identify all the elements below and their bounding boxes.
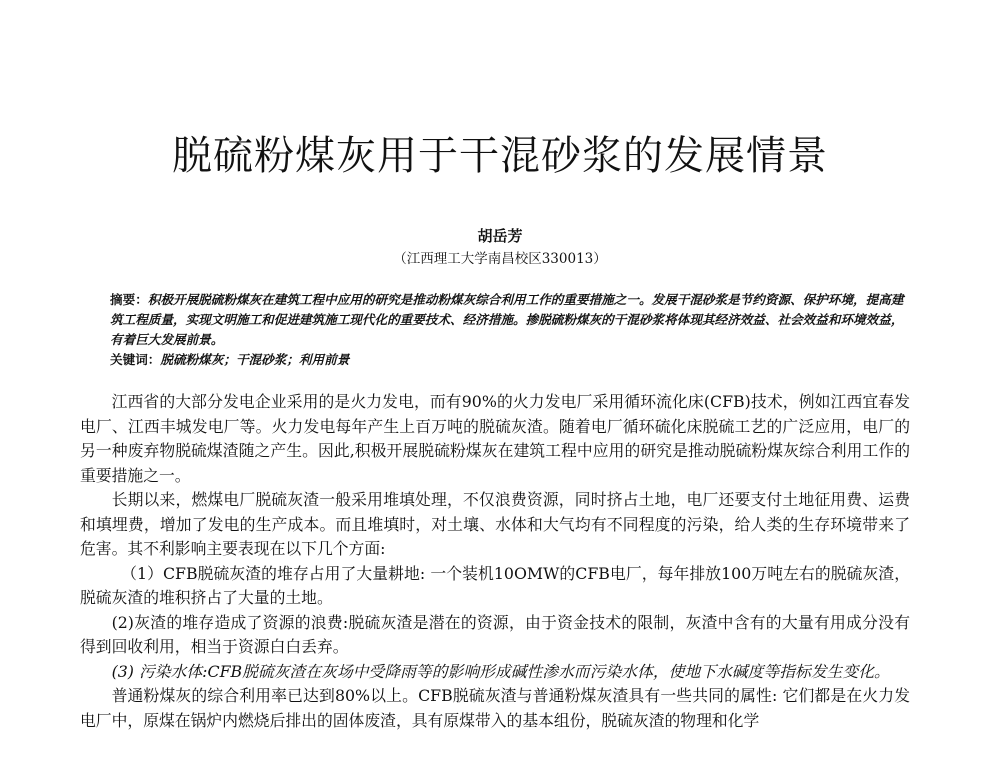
abstract-text: 积极开展脱硫粉煤灰在建筑工程中应用的研究是推动粉煤灰综合利用工作的重要措施之一。发展干混砂浆是节约资源、保护环境，提高建筑工程质量，实现文明施工和促进建筑施工现代化的重要技术、经济措施。掺脱硫粉煤灰的干混砂浆将体现其经济效益、社会效益和环境效益，有着巨大发展前景。 [110,292,904,347]
body-text [80,390,910,733]
keywords-label: 关键词： [110,352,161,367]
paper-title: 脱硫粉煤灰用于干混砂浆的发展情景 [172,133,828,179]
body-paragraph-2: 长期以来，燃煤电厂脱硫灰渣一般采用堆填处理，不仅浪费资源，同时挤占土地，电厂还要支付土地征用费、运费和填埋费，增加了发电的生产成本。而且堆填时，对土壤、水体和大气均有不同程度的污染，给人类的生存环境带来了危害。其不利影响主要表现在以下几个方面: [80,490,910,558]
body-paragraph-3: 普通粉煤灰的综合利用率已达到80%以上。CFB脱硫灰渣与普通粉煤灰渣具有一些共同的属性: 它们都是在火力发电厂中，原煤在锅炉内燃烧后排出的固体废渣，具有原煤带入的基本组份，脱硫灰渣的物理和化学 [80,686,910,730]
list-item-1: （1）CFB脱硫灰渣的堆存占用了大量耕地: 一个装机10OMW的CFB电厂，每年排放100万吨左右的脱硫灰渣，脱硫灰渣的堆积挤占了大量的土地。 [80,563,910,607]
abstract-label: 摘要： [110,292,148,307]
body-paragraph-1: 江西省的大部分发电企业采用的是火力发电，而有90%的火力发电厂采用循环流化床(CFB)技术，例如江西宜春发电厂、江西丰城发电厂等。火力发电每年产生上百万吨的脱硫灰渣。随着电厂循环硫化床脱硫工艺的广泛应用，电厂的另一种废弃物脱硫煤渣随之产生。因此,积极开展脱硫粉煤灰在建筑工程中应用的研究是推动脱硫粉煤灰综合利用工作的重要措施之一。 [80,392,910,485]
abstract-paragraph [110,290,910,350]
list-item-3: (3) 污染水体:CFB脱硫灰渣在灰场中受降雨等的影响形成碱性渗水而污染水体，使地下水碱度等指标发生变化。 [111,661,890,681]
author-affiliation: （江西理工大学南昌校区330013） [393,251,607,267]
abstract-block [110,290,910,370]
author-name: 胡岳芳 [477,227,523,245]
keywords-paragraph [110,350,910,370]
list-item-2: (2)灰渣的堆存造成了资源的浪费:脱硫灰渣是潜在的资源，由于资金技术的限制，灰渣中含有的大量有用成分没有得到回收利用，相当于资源白白丢弃。 [80,612,910,656]
keywords-text: 脱硫粉煤灰；干混砂浆；利用前景 [160,352,350,367]
